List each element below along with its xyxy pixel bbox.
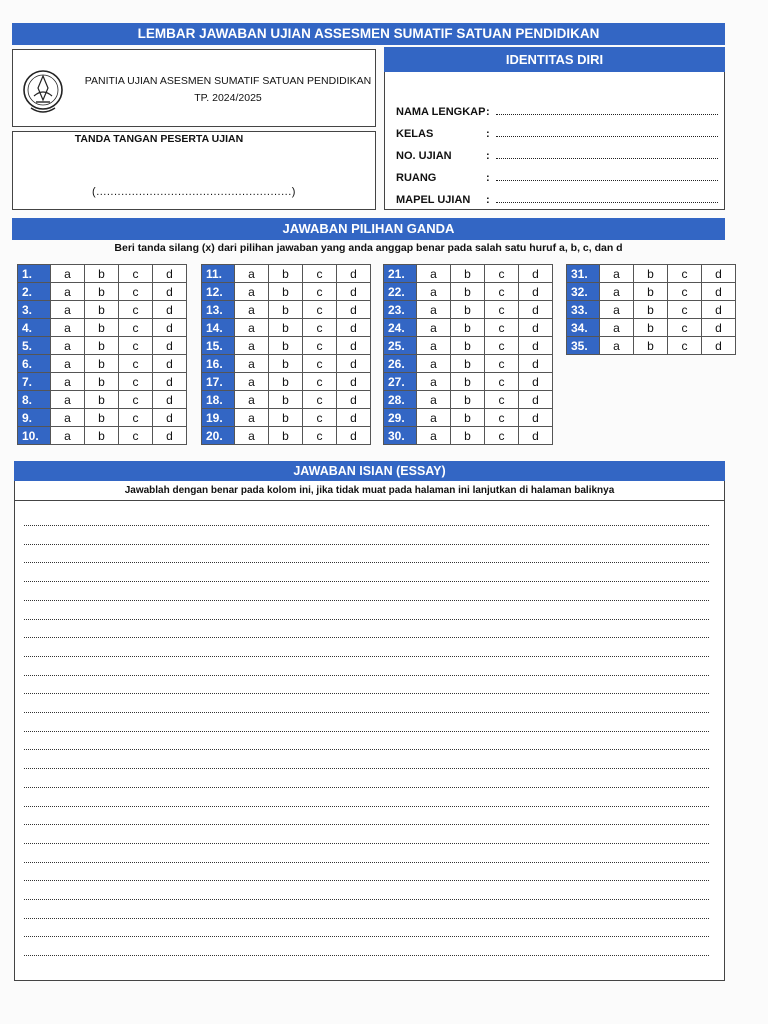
answer-row — [384, 301, 553, 319]
page-title: LEMBAR JAWABAN UJIAN ASSESMEN SUMATIF SATUAN PENDIDIKAN — [12, 23, 725, 45]
question-number: 24. — [384, 319, 417, 337]
essay-line[interactable] — [24, 544, 709, 545]
answer-option-a[interactable]: a — [600, 337, 634, 355]
answer-option-c[interactable]: c — [668, 265, 702, 283]
answer-option-b[interactable]: b — [269, 409, 303, 427]
answer-option-c[interactable]: c — [668, 283, 702, 301]
school-year: TP. 2024/2025 — [194, 92, 262, 104]
answer-option-d[interactable]: d — [337, 355, 371, 373]
answer-option-c[interactable]: c — [303, 265, 337, 283]
question-number: 21. — [384, 265, 417, 283]
name-field[interactable] — [496, 104, 718, 115]
answer-option-d[interactable]: d — [702, 337, 736, 355]
answer-option-d[interactable]: d — [702, 265, 736, 283]
room-field[interactable] — [496, 170, 718, 181]
signature-title: TANDA TANGAN PESERTA UJIAN — [74, 133, 244, 145]
essay-title: JAWABAN ISIAN (ESSAY) — [14, 461, 725, 481]
answer-option-c[interactable]: c — [119, 283, 153, 301]
answer-option-b[interactable]: b — [85, 355, 119, 373]
answer-row — [202, 355, 371, 373]
question-number: 26. — [384, 355, 417, 373]
identity-colon: : — [486, 128, 490, 140]
answer-option-d[interactable]: d — [153, 427, 187, 445]
answer-option-b[interactable]: b — [85, 283, 119, 301]
answer-option-d[interactable]: d — [153, 409, 187, 427]
answer-option-a[interactable]: a — [51, 301, 85, 319]
answer-option-c[interactable]: c — [119, 355, 153, 373]
answer-option-a[interactable]: a — [235, 265, 269, 283]
answer-row — [202, 373, 371, 391]
answer-option-a[interactable]: a — [235, 283, 269, 301]
answer-option-d[interactable]: d — [519, 391, 553, 409]
answer-option-d[interactable]: d — [519, 319, 553, 337]
answer-option-b[interactable]: b — [85, 265, 119, 283]
identity-colon: : — [486, 194, 490, 206]
answer-option-c[interactable]: c — [303, 373, 337, 391]
answer-option-a[interactable]: a — [51, 319, 85, 337]
answer-option-c[interactable]: c — [485, 409, 519, 427]
essay-line[interactable] — [24, 656, 709, 657]
answer-option-c[interactable]: c — [485, 337, 519, 355]
answer-row — [18, 391, 187, 409]
identity-row-class[interactable] — [396, 122, 718, 140]
question-number: 15. — [202, 337, 235, 355]
identity-title: IDENTITAS DIRI — [384, 47, 725, 72]
answer-option-b[interactable]: b — [451, 265, 485, 283]
answer-row — [567, 301, 736, 319]
essay-line[interactable] — [24, 843, 709, 844]
answer-option-b[interactable]: b — [85, 337, 119, 355]
question-number: 32. — [567, 283, 600, 301]
question-number: 3. — [18, 301, 51, 319]
tut-wuri-handayani-logo-icon — [22, 66, 64, 118]
answer-option-c[interactable]: c — [668, 337, 702, 355]
exam-number-field[interactable] — [496, 148, 718, 159]
answer-option-c[interactable]: c — [119, 391, 153, 409]
answer-option-d[interactable]: d — [153, 283, 187, 301]
question-number: 8. — [18, 391, 51, 409]
answer-option-c[interactable]: c — [485, 427, 519, 445]
answer-option-c[interactable]: c — [303, 283, 337, 301]
answer-option-d[interactable]: d — [519, 373, 553, 391]
answer-option-b[interactable]: b — [85, 427, 119, 445]
answer-option-d[interactable]: d — [153, 265, 187, 283]
answer-option-c[interactable]: c — [485, 373, 519, 391]
answer-option-a[interactable]: a — [417, 301, 451, 319]
question-number: 27. — [384, 373, 417, 391]
essay-line[interactable] — [24, 637, 709, 638]
answer-option-b[interactable]: b — [269, 355, 303, 373]
question-number: 6. — [18, 355, 51, 373]
answer-option-b[interactable]: b — [634, 319, 668, 337]
answer-row — [384, 373, 553, 391]
answer-row — [567, 337, 736, 355]
answer-row — [202, 391, 371, 409]
answer-option-b[interactable]: b — [269, 373, 303, 391]
answer-row — [384, 283, 553, 301]
answer-row — [18, 337, 187, 355]
answer-option-c[interactable]: c — [119, 427, 153, 445]
answer-option-d[interactable]: d — [337, 409, 371, 427]
essay-line[interactable] — [24, 787, 709, 788]
essay-line[interactable] — [24, 918, 709, 919]
multiple-choice-title: JAWABAN PILIHAN GANDA — [12, 218, 725, 240]
answer-option-b[interactable]: b — [451, 319, 485, 337]
answer-option-c[interactable]: c — [303, 391, 337, 409]
answer-column — [17, 264, 187, 445]
committee-box — [12, 49, 376, 127]
answer-row — [18, 319, 187, 337]
answer-option-b[interactable]: b — [85, 373, 119, 391]
answer-row — [384, 355, 553, 373]
answer-option-d[interactable]: d — [702, 319, 736, 337]
essay-line[interactable] — [24, 749, 709, 750]
essay-line[interactable] — [24, 600, 709, 601]
answer-option-c[interactable]: c — [119, 373, 153, 391]
answer-option-d[interactable]: d — [519, 427, 553, 445]
answer-option-c[interactable]: c — [303, 409, 337, 427]
answer-option-a[interactable]: a — [417, 265, 451, 283]
essay-line[interactable] — [24, 693, 709, 694]
answer-option-c[interactable]: c — [485, 283, 519, 301]
question-number: 2. — [18, 283, 51, 301]
question-number: 14. — [202, 319, 235, 337]
answer-row — [202, 337, 371, 355]
essay-line[interactable] — [24, 955, 709, 956]
answer-row — [384, 265, 553, 283]
question-number: 16. — [202, 355, 235, 373]
identity-label: RUANG — [396, 172, 437, 184]
answer-option-c[interactable]: c — [485, 265, 519, 283]
answer-row — [202, 265, 371, 283]
answer-option-b[interactable]: b — [269, 337, 303, 355]
identity-label: NO. UJIAN — [396, 150, 452, 162]
question-number: 29. — [384, 409, 417, 427]
answer-option-c[interactable]: c — [485, 391, 519, 409]
answer-row — [567, 283, 736, 301]
answer-option-c[interactable]: c — [303, 427, 337, 445]
essay-line[interactable] — [24, 525, 709, 526]
answer-option-b[interactable]: b — [269, 391, 303, 409]
answer-row — [202, 301, 371, 319]
answer-option-d[interactable]: d — [153, 373, 187, 391]
essay-box — [14, 461, 725, 981]
question-number: 4. — [18, 319, 51, 337]
answer-row — [18, 301, 187, 319]
answer-option-d[interactable]: d — [153, 391, 187, 409]
essay-line[interactable] — [24, 824, 709, 825]
identity-label: KELAS — [396, 128, 434, 140]
answer-option-d[interactable]: d — [153, 301, 187, 319]
essay-line[interactable] — [24, 936, 709, 937]
answer-option-d[interactable]: d — [519, 301, 553, 319]
answer-option-a[interactable]: a — [51, 355, 85, 373]
answer-row — [18, 265, 187, 283]
answer-option-b[interactable]: b — [85, 391, 119, 409]
answer-option-d[interactable]: d — [702, 301, 736, 319]
question-number: 10. — [18, 427, 51, 445]
question-number: 1. — [18, 265, 51, 283]
answer-option-d[interactable]: d — [337, 265, 371, 283]
question-number: 31. — [567, 265, 600, 283]
answer-option-a[interactable]: a — [417, 337, 451, 355]
essay-line[interactable] — [24, 768, 709, 769]
answer-option-a[interactable]: a — [417, 283, 451, 301]
answer-option-d[interactable]: d — [337, 283, 371, 301]
answer-option-a[interactable]: a — [235, 427, 269, 445]
answer-option-d[interactable]: d — [153, 319, 187, 337]
answer-row — [202, 409, 371, 427]
answer-row — [202, 427, 371, 445]
answer-option-c[interactable]: c — [303, 319, 337, 337]
answer-option-c[interactable]: c — [119, 319, 153, 337]
question-number: 9. — [18, 409, 51, 427]
answer-row — [18, 283, 187, 301]
answer-row — [18, 427, 187, 445]
essay-instruction: Jawablah dengan benar pada kolom ini, jika tidak muat pada halaman ini lanjutkan di halaman baliknya — [124, 485, 615, 496]
answer-option-c[interactable]: c — [303, 355, 337, 373]
answer-option-d[interactable]: d — [702, 283, 736, 301]
answer-option-d[interactable]: d — [153, 337, 187, 355]
question-number: 18. — [202, 391, 235, 409]
identity-colon: : — [486, 106, 490, 118]
answer-option-d[interactable]: d — [337, 337, 371, 355]
answer-option-d[interactable]: d — [519, 265, 553, 283]
question-number: 35. — [567, 337, 600, 355]
answer-option-b[interactable]: b — [85, 409, 119, 427]
answer-column — [566, 264, 736, 355]
answer-option-a[interactable]: a — [51, 283, 85, 301]
essay-line[interactable] — [24, 731, 709, 732]
answer-option-a[interactable]: a — [235, 391, 269, 409]
essay-line[interactable] — [24, 581, 709, 582]
class-field[interactable] — [496, 126, 718, 137]
answer-option-b[interactable]: b — [269, 301, 303, 319]
essay-line[interactable] — [24, 619, 709, 620]
answer-option-b[interactable]: b — [634, 337, 668, 355]
answer-option-b[interactable]: b — [634, 301, 668, 319]
identity-colon: : — [486, 150, 490, 162]
answer-option-d[interactable]: d — [519, 283, 553, 301]
answer-option-a[interactable]: a — [600, 301, 634, 319]
answer-option-a[interactable]: a — [417, 427, 451, 445]
identity-label: NAMA LENGKAP — [396, 106, 486, 118]
answer-option-b[interactable]: b — [451, 373, 485, 391]
answer-option-c[interactable]: c — [485, 319, 519, 337]
answer-option-a[interactable]: a — [235, 319, 269, 337]
answer-option-c[interactable]: c — [485, 301, 519, 319]
identity-row-room[interactable] — [396, 166, 718, 184]
question-number: 22. — [384, 283, 417, 301]
answer-option-a[interactable]: a — [51, 391, 85, 409]
answer-option-c[interactable]: c — [303, 301, 337, 319]
identity-row-name[interactable] — [396, 100, 718, 118]
answer-option-a[interactable]: a — [417, 355, 451, 373]
question-number: 20. — [202, 427, 235, 445]
essay-line[interactable] — [24, 712, 709, 713]
answer-option-c[interactable]: c — [668, 319, 702, 337]
answer-option-a[interactable]: a — [235, 373, 269, 391]
answer-option-b[interactable]: b — [634, 265, 668, 283]
committee-name: PANITIA UJIAN ASESMEN SUMATIF SATUAN PENDIDIKAN — [84, 75, 372, 87]
answer-option-a[interactable]: a — [51, 337, 85, 355]
answer-option-b[interactable]: b — [85, 319, 119, 337]
answer-option-b[interactable]: b — [634, 283, 668, 301]
answer-option-b[interactable]: b — [451, 301, 485, 319]
answer-option-b[interactable]: b — [269, 265, 303, 283]
essay-line[interactable] — [24, 562, 709, 563]
signature-line: (.......................................................) — [92, 186, 296, 198]
essay-line[interactable] — [24, 675, 709, 676]
answer-option-d[interactable]: d — [153, 355, 187, 373]
answer-column — [383, 264, 553, 445]
answer-option-a[interactable]: a — [51, 265, 85, 283]
answer-option-d[interactable]: d — [337, 391, 371, 409]
question-number: 33. — [567, 301, 600, 319]
answer-option-a[interactable]: a — [235, 337, 269, 355]
essay-line[interactable] — [24, 899, 709, 900]
answer-option-a[interactable]: a — [51, 409, 85, 427]
question-number: 34. — [567, 319, 600, 337]
identity-colon: : — [486, 172, 490, 184]
answer-row — [18, 355, 187, 373]
answer-option-d[interactable]: d — [519, 337, 553, 355]
answer-option-c[interactable]: c — [303, 337, 337, 355]
question-number: 19. — [202, 409, 235, 427]
answer-option-a[interactable]: a — [600, 265, 634, 283]
question-number: 5. — [18, 337, 51, 355]
essay-line[interactable] — [24, 862, 709, 863]
answer-option-b[interactable]: b — [451, 337, 485, 355]
answer-row — [18, 373, 187, 391]
answer-option-a[interactable]: a — [417, 319, 451, 337]
question-number: 25. — [384, 337, 417, 355]
answer-row — [384, 319, 553, 337]
answer-option-c[interactable]: c — [485, 355, 519, 373]
answer-option-b[interactable]: b — [451, 427, 485, 445]
answer-option-b[interactable]: b — [269, 283, 303, 301]
answer-option-c[interactable]: c — [668, 301, 702, 319]
answer-option-d[interactable]: d — [519, 355, 553, 373]
answer-option-c[interactable]: c — [119, 301, 153, 319]
answer-row — [384, 427, 553, 445]
question-number: 23. — [384, 301, 417, 319]
answer-row — [384, 409, 553, 427]
answer-option-a[interactable]: a — [417, 373, 451, 391]
answer-option-b[interactable]: b — [451, 283, 485, 301]
answer-option-b[interactable]: b — [269, 319, 303, 337]
divider — [14, 500, 725, 501]
answer-option-b[interactable]: b — [451, 355, 485, 373]
answer-option-a[interactable]: a — [235, 409, 269, 427]
question-number: 11. — [202, 265, 235, 283]
answer-option-d[interactable]: d — [337, 301, 371, 319]
identity-row-exam-number[interactable] — [396, 144, 718, 162]
multiple-choice-instruction: Beri tanda silang (x) dari pilihan jawaban yang anda anggap benar pada salah satu huruf a, b, c, dan d — [114, 242, 623, 254]
answer-option-c[interactable]: c — [119, 409, 153, 427]
question-number: 17. — [202, 373, 235, 391]
answer-option-c[interactable]: c — [119, 265, 153, 283]
answer-row — [567, 265, 736, 283]
answer-row — [384, 391, 553, 409]
answer-option-d[interactable]: d — [519, 409, 553, 427]
answer-row — [18, 409, 187, 427]
answer-option-c[interactable]: c — [119, 337, 153, 355]
answer-option-a[interactable]: a — [51, 427, 85, 445]
essay-line[interactable] — [24, 880, 709, 881]
question-number: 28. — [384, 391, 417, 409]
question-number: 12. — [202, 283, 235, 301]
essay-line[interactable] — [24, 806, 709, 807]
answer-row — [567, 319, 736, 337]
question-number: 7. — [18, 373, 51, 391]
answer-option-a[interactable]: a — [417, 391, 451, 409]
answer-option-a[interactable]: a — [600, 283, 634, 301]
question-number: 30. — [384, 427, 417, 445]
answer-option-b[interactable]: b — [85, 301, 119, 319]
answer-option-a[interactable]: a — [235, 301, 269, 319]
answer-option-a[interactable]: a — [417, 409, 451, 427]
identity-row-subject[interactable] — [396, 188, 718, 206]
answer-option-b[interactable]: b — [269, 427, 303, 445]
identity-label: MAPEL UJIAN — [396, 194, 471, 206]
answer-option-d[interactable]: d — [337, 319, 371, 337]
answer-option-b[interactable]: b — [451, 409, 485, 427]
subject-field[interactable] — [496, 192, 718, 203]
question-number: 13. — [202, 301, 235, 319]
answer-row — [384, 337, 553, 355]
answer-option-b[interactable]: b — [451, 391, 485, 409]
answer-option-d[interactable]: d — [337, 373, 371, 391]
answer-option-a[interactable]: a — [235, 355, 269, 373]
answer-option-a[interactable]: a — [600, 319, 634, 337]
answer-row — [202, 283, 371, 301]
answer-option-a[interactable]: a — [51, 373, 85, 391]
answer-column — [201, 264, 371, 445]
answer-option-d[interactable]: d — [337, 427, 371, 445]
answer-row — [202, 319, 371, 337]
